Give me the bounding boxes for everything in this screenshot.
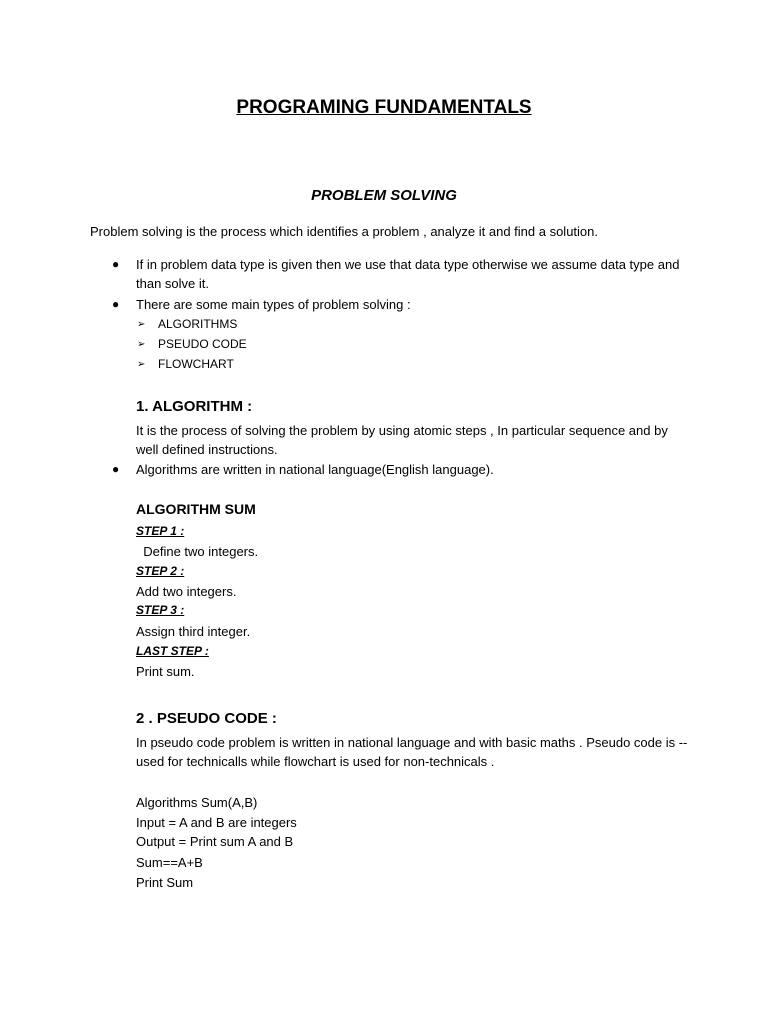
document-title: PROGRAMING FUNDAMENTALS bbox=[236, 97, 532, 118]
step-text: Print sum. bbox=[136, 664, 195, 679]
bullet-text-1b: than solve it. bbox=[136, 276, 209, 291]
type-item: PSEUDO CODE bbox=[158, 337, 247, 351]
step-label: STEP 2 : bbox=[136, 564, 185, 578]
type-item: ALGORITHMS bbox=[158, 317, 238, 331]
pseudo-desc-2: used for technicalls while flowchart is used for non-technicals . bbox=[136, 754, 495, 769]
algorithm-heading: 1. ALGORITHM : bbox=[136, 398, 253, 415]
pseudo-desc-1: In pseudo code problem is written in national language and with basic maths . Pseudo code is -- bbox=[136, 735, 688, 750]
code-line: Print Sum bbox=[136, 875, 194, 890]
algorithm-desc-1: It is the process of solving the problem by using atomic steps , In particular sequence and by bbox=[136, 423, 668, 438]
pseudo-code-heading: 2 . PSEUDO CODE : bbox=[136, 710, 277, 727]
step-text: Define two integers. bbox=[136, 544, 259, 559]
arrow-bullet-icon: ➢ bbox=[137, 319, 146, 330]
bullet-icon: ● bbox=[112, 257, 120, 271]
bullet-text-2: There are some main types of problem solving : bbox=[136, 297, 411, 312]
intro-paragraph: Problem solving is the process which identifies a problem , analyze it and find a solution. bbox=[90, 224, 598, 239]
step-text: Assign third integer. bbox=[136, 624, 251, 639]
step-label: STEP 1 : bbox=[136, 524, 185, 538]
code-line: Sum==A+B bbox=[136, 855, 203, 870]
bullet-text-1a: If in problem data type is given then we use that data type otherwise we assume data type and bbox=[136, 257, 680, 272]
type-item: FLOWCHART bbox=[158, 357, 234, 371]
step-label: LAST STEP : bbox=[136, 644, 209, 658]
bullet-icon: ● bbox=[112, 462, 120, 476]
code-line: Algorithms Sum(A,B) bbox=[136, 795, 258, 810]
step-label: STEP 3 : bbox=[136, 603, 185, 617]
bullet-icon: ● bbox=[112, 297, 120, 311]
code-line: Output = Print sum A and B bbox=[136, 834, 294, 849]
code-line: Input = A and B are integers bbox=[136, 815, 297, 830]
algorithm-sum-title: ALGORITHM SUM bbox=[136, 501, 256, 517]
arrow-bullet-icon: ➢ bbox=[137, 359, 146, 370]
algorithm-bullet: Algorithms are written in national language(English language). bbox=[136, 462, 494, 477]
section-title: PROBLEM SOLVING bbox=[311, 187, 457, 204]
arrow-bullet-icon: ➢ bbox=[137, 339, 146, 350]
algorithm-desc-2: well defined instructions. bbox=[136, 442, 278, 457]
step-text: Add two integers. bbox=[136, 584, 237, 599]
